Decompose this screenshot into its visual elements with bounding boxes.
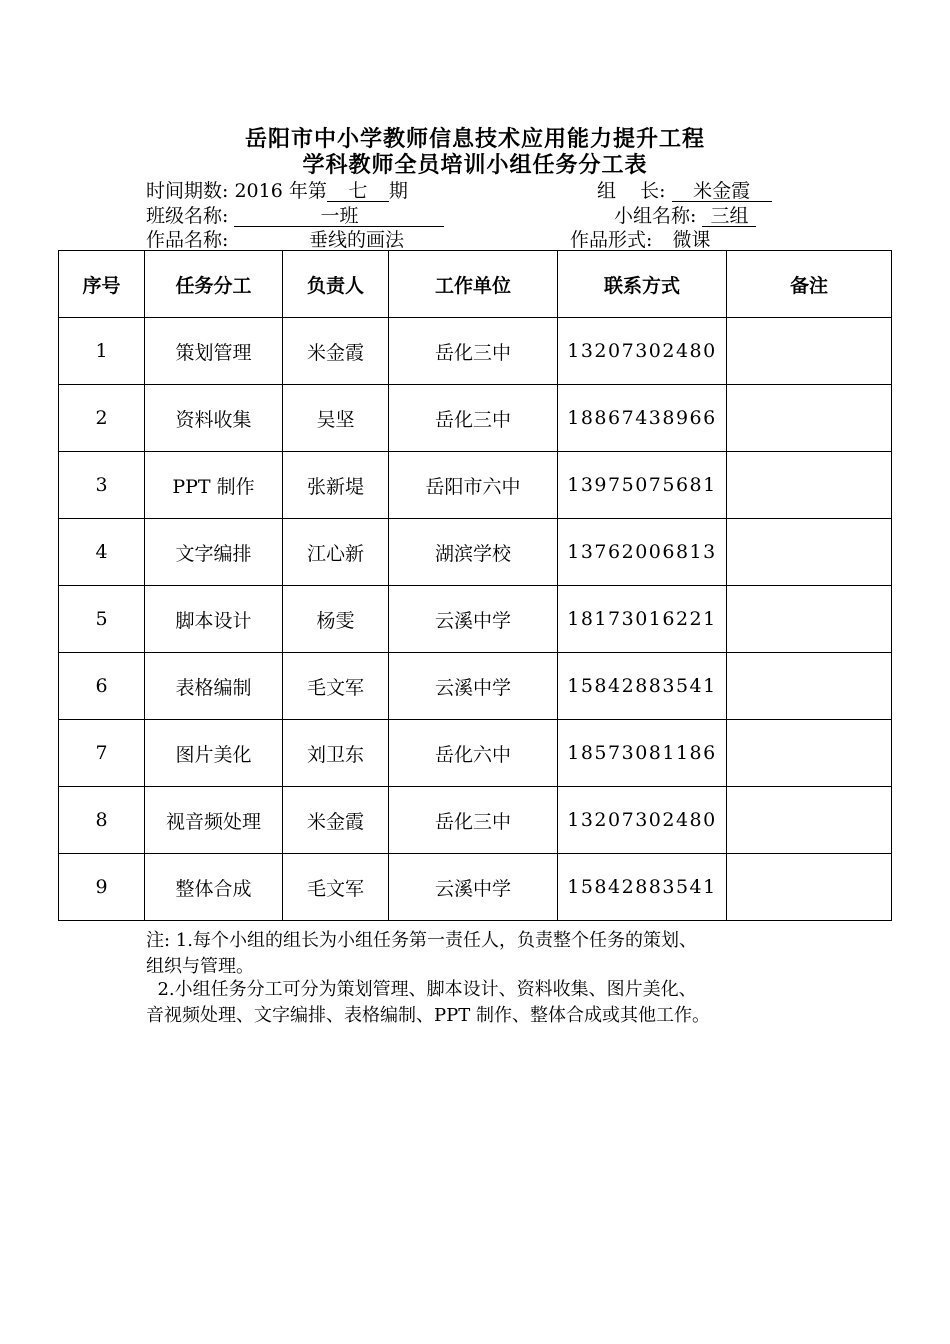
- cell-seq: 6: [59, 653, 145, 720]
- cell-seq: 5: [59, 586, 145, 653]
- header-contact: 联系方式: [558, 251, 727, 318]
- header-unit: 工作单位: [389, 251, 558, 318]
- cell-unit: 岳化六中: [389, 720, 558, 787]
- cell-remark: [727, 854, 892, 921]
- cell-unit: 云溪中学: [389, 586, 558, 653]
- cell-seq: 9: [59, 854, 145, 921]
- cell-seq: 3: [59, 452, 145, 519]
- group-field: [614, 201, 756, 228]
- cell-unit: 岳化三中: [389, 318, 558, 385]
- table-row: [59, 586, 892, 653]
- cell-unit: 云溪中学: [389, 854, 558, 921]
- cell-unit: 岳阳市六中: [389, 452, 558, 519]
- cell-remark: [727, 385, 892, 452]
- note-line-2: 组织与管理。: [146, 956, 254, 977]
- work-field: [146, 225, 478, 252]
- cell-task: 资料收集: [145, 385, 283, 452]
- form-field: [570, 225, 724, 252]
- cell-unit: 湖滨学校: [389, 519, 558, 586]
- table-row: [59, 519, 892, 586]
- cell-unit: 岳化三中: [389, 385, 558, 452]
- table-row: [59, 720, 892, 787]
- class-value: 一班: [234, 206, 444, 227]
- period-label: 时间期数:: [146, 180, 229, 202]
- cell-task: 文字编排: [145, 519, 283, 586]
- table-header-row: [59, 251, 892, 318]
- cell-task: 脚本设计: [145, 586, 283, 653]
- header-owner: 负责人: [283, 251, 389, 318]
- group-label: 小组名称:: [614, 205, 697, 227]
- cell-contact: 18573081186: [558, 720, 727, 787]
- cell-task: 视音频处理: [145, 787, 283, 854]
- cell-contact: 15842883541: [558, 854, 727, 921]
- header-seq: 序号: [59, 251, 145, 318]
- cell-task: 策划管理: [145, 318, 283, 385]
- cell-seq: 7: [59, 720, 145, 787]
- cell-contact: 13762006813: [558, 519, 727, 586]
- table-row: [59, 452, 892, 519]
- cell-contact: 18867438966: [558, 385, 727, 452]
- cell-contact: 13207302480: [558, 787, 727, 854]
- note-line-3: 2.小组任务分工可分为策划管理、脚本设计、资料收集、图片美化、: [146, 979, 697, 1000]
- cell-remark: [727, 586, 892, 653]
- class-label: 班级名称:: [146, 205, 229, 227]
- group-value: 三组: [702, 206, 756, 227]
- cell-owner: 张新堤: [283, 452, 389, 519]
- period-suffix: 期: [388, 180, 408, 202]
- work-label: 作品名称:: [146, 229, 229, 251]
- cell-contact: 18173016221: [558, 586, 727, 653]
- cell-owner: 刘卫东: [283, 720, 389, 787]
- note-line-4: 音视频处理、文字编排、表格编制、PPT 制作、整体合成或其他工作。: [146, 1005, 710, 1026]
- form-label: 作品形式:: [570, 229, 653, 251]
- period-year: 2016 年第: [234, 180, 327, 202]
- document-title-line1: 岳阳市中小学教师信息技术应用能力提升工程: [244, 126, 705, 152]
- cell-seq: 2: [59, 385, 145, 452]
- cell-task: 整体合成: [145, 854, 283, 921]
- cell-contact: 13975075681: [558, 452, 727, 519]
- cell-remark: [727, 787, 892, 854]
- work-value: 垂线的画法: [234, 230, 478, 251]
- note-line-1: 注: 1.每个小组的组长为小组任务第一责任人，负责整个任务的策划、: [146, 930, 697, 951]
- cell-owner: 吴坚: [283, 385, 389, 452]
- class-field: [146, 201, 444, 228]
- cell-owner: 毛文军: [283, 653, 389, 720]
- cell-unit: 云溪中学: [389, 653, 558, 720]
- table-row: [59, 787, 892, 854]
- table-row: [59, 385, 892, 452]
- table-row: [59, 854, 892, 921]
- cell-owner: 米金霞: [283, 318, 389, 385]
- cell-task: 图片美化: [145, 720, 283, 787]
- cell-owner: 毛文军: [283, 854, 389, 921]
- header-remark: 备注: [727, 251, 892, 318]
- cell-remark: [727, 318, 892, 385]
- period-value: 七: [327, 181, 389, 202]
- task-table: [58, 250, 892, 921]
- leader-value: 米金霞: [672, 181, 772, 202]
- leader-label: 组 长:: [597, 180, 666, 202]
- table-row: [59, 318, 892, 385]
- cell-owner: 杨雯: [283, 586, 389, 653]
- cell-remark: [727, 653, 892, 720]
- cell-remark: [727, 452, 892, 519]
- cell-seq: 4: [59, 519, 145, 586]
- header-task: 任务分工: [145, 251, 283, 318]
- cell-seq: 1: [59, 318, 145, 385]
- cell-seq: 8: [59, 787, 145, 854]
- cell-unit: 岳化三中: [389, 787, 558, 854]
- leader-field: [597, 176, 772, 203]
- cell-owner: 米金霞: [283, 787, 389, 854]
- document-title-line2: 学科教师全员培训小组任务分工表: [302, 152, 648, 178]
- cell-task: PPT 制作: [145, 452, 283, 519]
- cell-remark: [727, 519, 892, 586]
- cell-owner: 江心新: [283, 519, 389, 586]
- cell-remark: [727, 720, 892, 787]
- cell-task: 表格编制: [145, 653, 283, 720]
- cell-contact: 13207302480: [558, 318, 727, 385]
- cell-contact: 15842883541: [558, 653, 727, 720]
- table-row: [59, 653, 892, 720]
- form-value: 微课: [658, 230, 724, 251]
- period-field: [146, 176, 408, 203]
